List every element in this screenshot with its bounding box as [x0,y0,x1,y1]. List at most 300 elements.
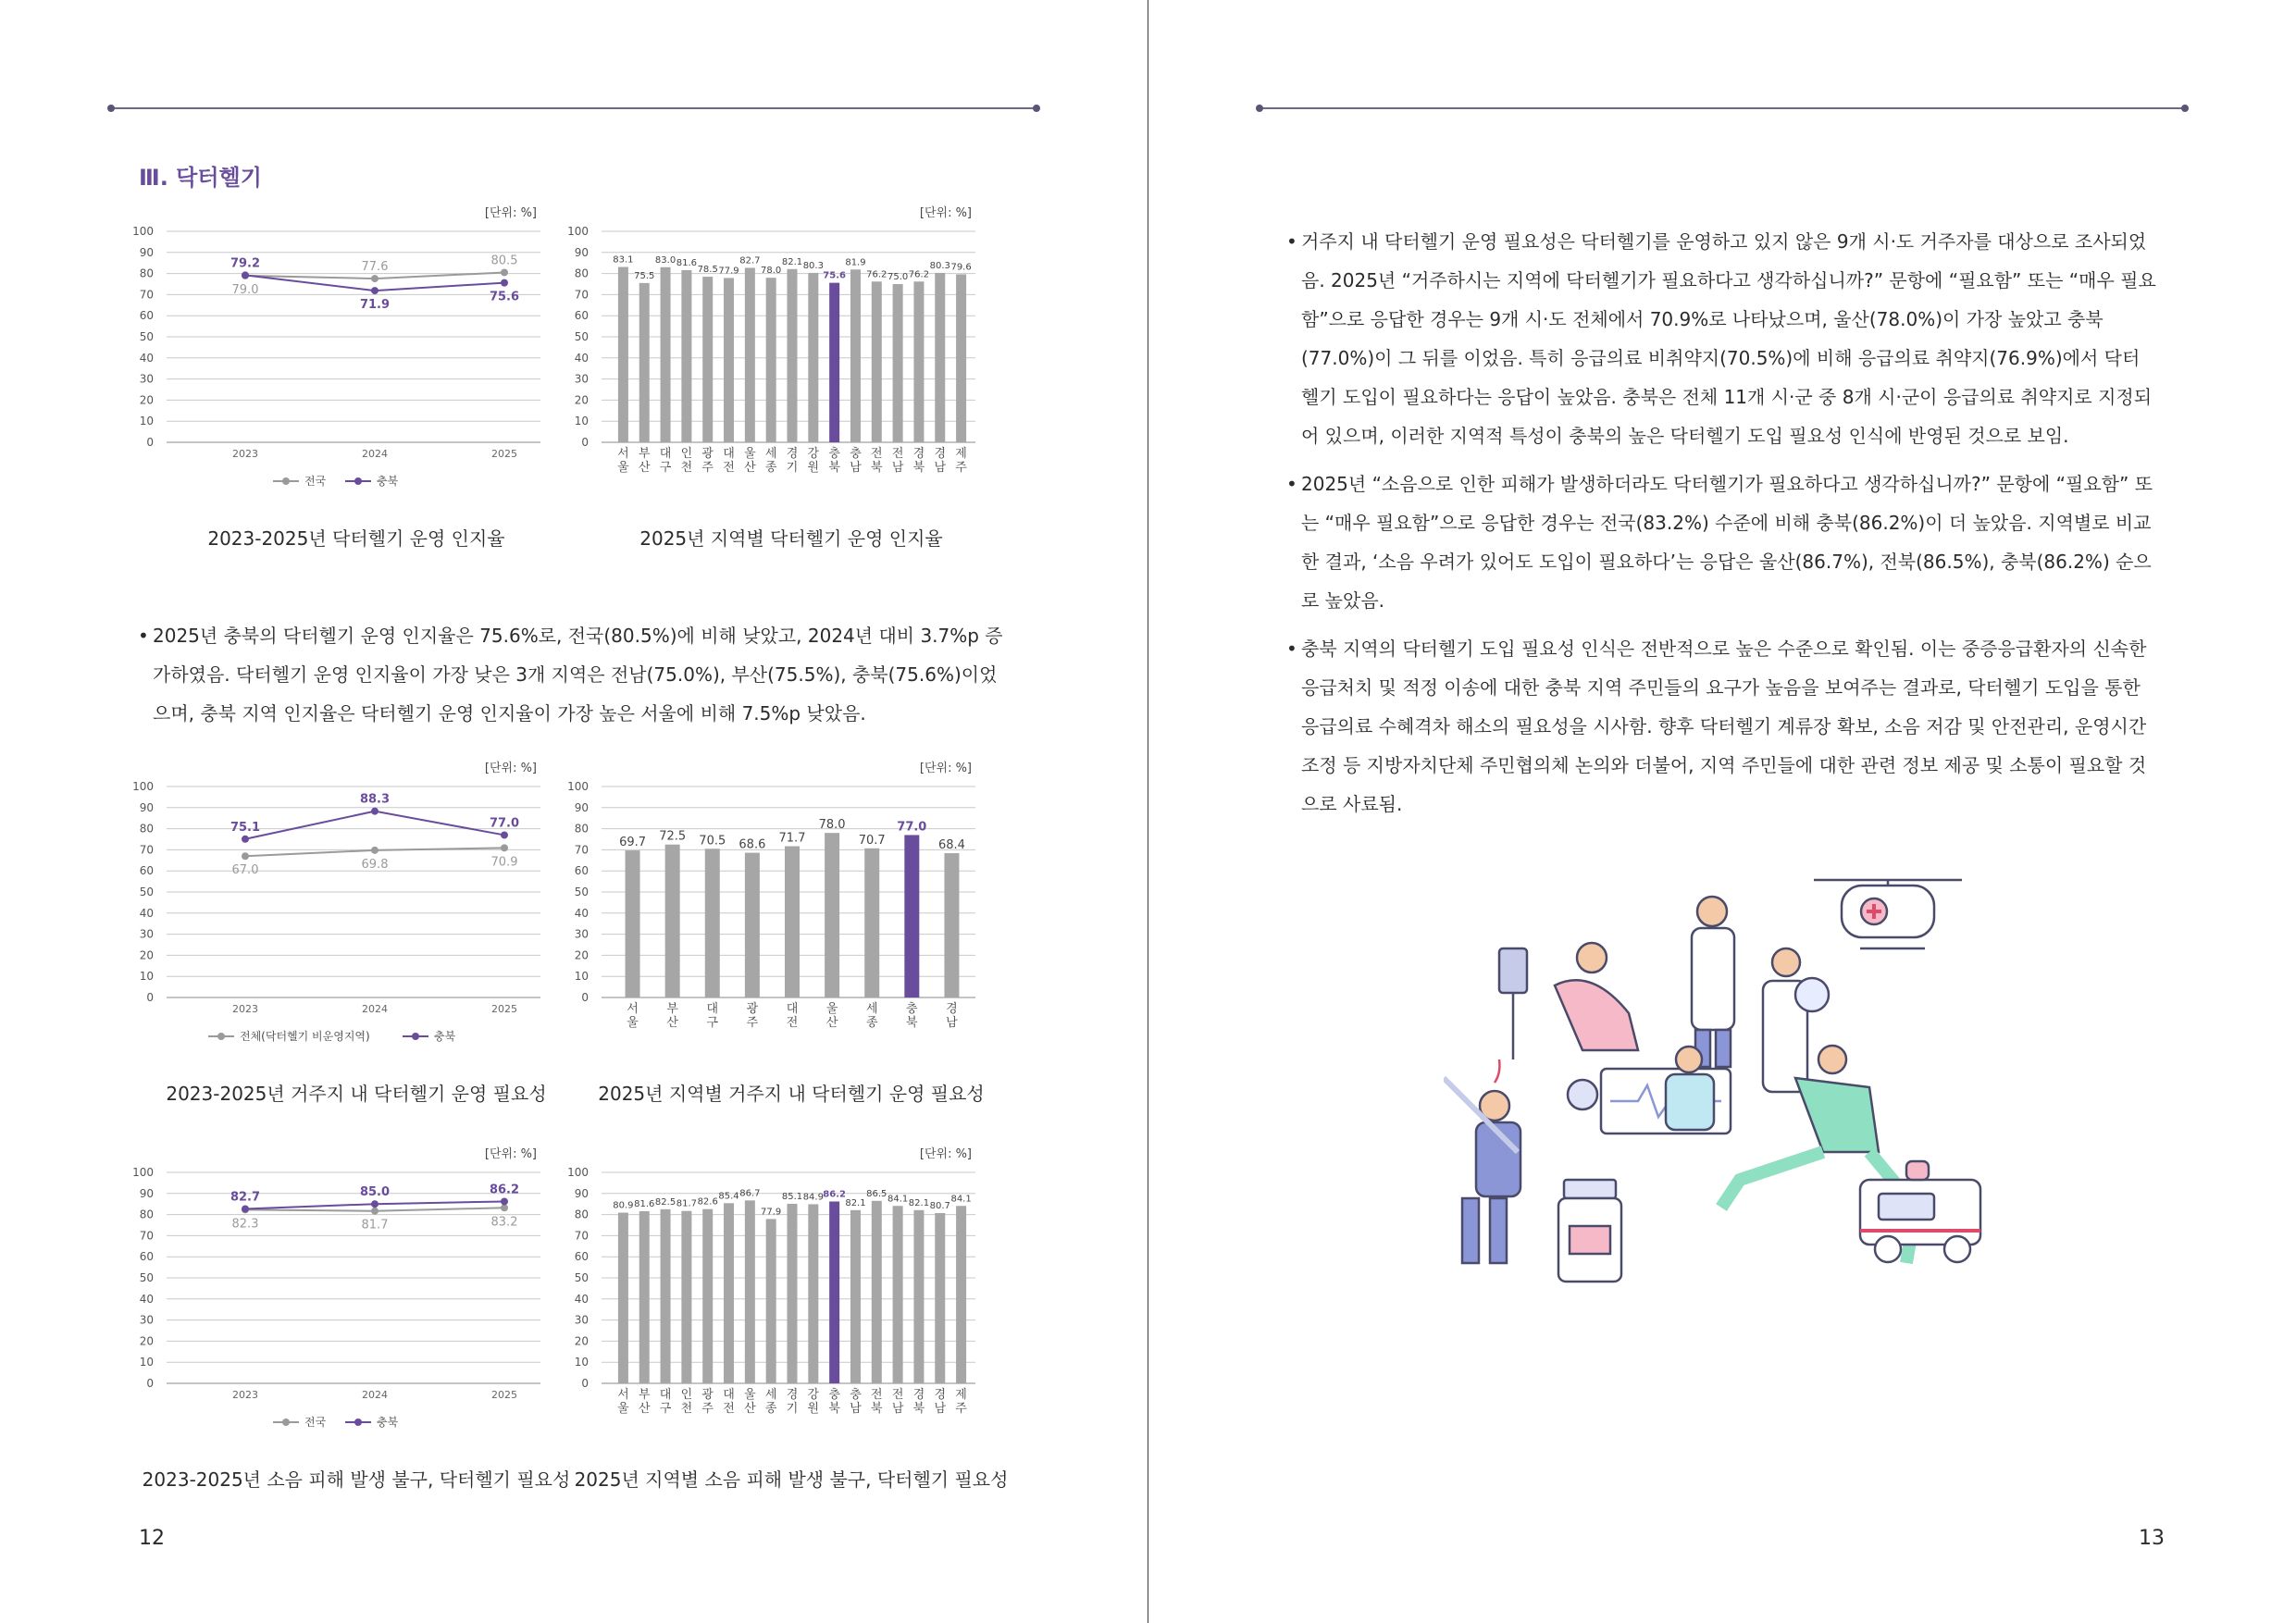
bar [681,270,691,442]
y-tick-label: 60 [139,1250,154,1264]
y-tick-label: 20 [574,948,589,962]
caption-noise-trend: 2023-2025년 소음 피해 발생 불구, 닥터헬기 필요성 [142,1468,571,1491]
category-label: 인 [680,447,693,461]
category-label: 기 [786,461,799,475]
category-label: 세 [764,447,777,461]
bar [681,1211,691,1383]
category-label: 남 [891,461,904,475]
category-label: 구 [706,1016,719,1030]
x-tick-label: 2023 [232,1003,258,1015]
category-label: 강 [807,1388,820,1402]
bar [872,281,882,442]
chart-noise-trend [130,1145,546,1459]
line-chart-svg [130,204,546,518]
unit-label: [단위: %] [484,206,537,220]
x-tick-label: 2025 [491,1003,517,1015]
bullet: • [1286,230,1297,253]
category-label: 남 [934,461,947,475]
y-tick-label: 70 [574,288,589,302]
bar [864,849,879,997]
data-label: 82.5 [654,1196,676,1208]
unit-label: [단위: %] [484,762,537,775]
nurse-figure [1555,943,1638,1050]
bar [626,850,640,997]
category-label: 종 [764,1402,777,1416]
data-label: 68.6 [738,837,766,852]
data-label: 81.7 [676,1198,698,1209]
bar [935,1213,945,1383]
data-point [371,1200,379,1208]
category-label: 구 [659,461,672,475]
y-tick-label: 60 [574,1250,589,1264]
data-point [501,1197,508,1205]
x-tick-label: 2023 [232,1389,258,1401]
category-label: 경 [912,447,925,461]
y-tick-label: 80 [574,822,589,836]
y-tick-label: 30 [139,927,154,941]
bar [935,273,945,442]
data-label: 80.3 [929,260,950,271]
y-tick-label: 50 [574,330,589,343]
category-label: 남 [934,1402,947,1416]
summary-paragraph [138,616,1013,733]
data-label: 77.6 [361,260,389,275]
chart-need-trend [130,759,546,1073]
category-label: 울 [744,1388,756,1402]
y-tick-label: 80 [574,1208,589,1221]
category-label: 전 [871,447,883,461]
bar [944,853,959,997]
y-tick-label: 60 [139,309,154,323]
y-tick-label: 60 [574,309,589,323]
category-label: 전 [723,1402,735,1416]
category-label: 대 [706,1002,719,1016]
data-label: 71.9 [359,298,391,313]
data-label: 76.2 [908,269,930,280]
data-label: 82.7 [739,255,761,266]
y-tick-label: 20 [139,393,154,407]
syringe-figure [1444,1078,1520,1263]
bar [904,835,919,997]
data-point [501,844,508,851]
top-rule [1260,107,2185,109]
data-label: 69.7 [619,836,647,850]
category-label: 북 [912,461,925,475]
unit-label: [단위: %] [484,1147,537,1161]
legend-marker [282,1419,290,1426]
bar [745,853,760,997]
paragraph-2-text: 2025년 “소음으로 인한 피해가 발생하더라도 닥터헬기가 필요하다고 생각하십니까?” 문항에 “필요함” 또는 “매우 필요함”으로 응답한 경우는 전국(83.2%) 수준에 비해 충북(86.2%)이 더 높았음. 지역별로 비교한 결과, ‘소음 우려가 있어도 도입이 필요하다’는 응답은 울산(86.7%), 전북(86.5%), 충북(86.2%) 순으로 높았음. [1301,473,2153,612]
y-tick-label: 80 [139,822,154,836]
category-label: 세 [764,1388,777,1402]
category-label: 종 [865,1016,878,1030]
bar [850,269,861,442]
y-tick-label: 60 [574,864,589,878]
category-label: 충 [828,1388,840,1402]
bullet: • [138,625,149,647]
data-label: 77.0 [897,820,927,835]
y-tick-label: 0 [146,1377,154,1390]
category-label: 원 [807,1402,820,1416]
y-tick-label: 30 [139,372,154,386]
y-tick-label: 100 [567,780,589,793]
data-label: 80.3 [802,260,824,271]
category-label: 제 [955,1388,967,1402]
bar [702,1209,713,1383]
category-label: 기 [786,1402,799,1416]
y-tick-label: 50 [574,886,589,898]
y-tick-label: 10 [139,415,154,428]
category-label: 전 [891,447,904,461]
data-label: 81.9 [845,257,866,268]
x-tick-label: 2024 [362,1003,388,1015]
category-label: 종 [764,461,777,475]
chart-need-by-region [565,759,981,1073]
category-label: 북 [828,1402,840,1416]
category-label: 산 [744,1402,756,1416]
category-label: 인 [680,1388,693,1402]
bar [618,267,628,442]
category-label: 전 [786,1016,799,1030]
y-tick-label: 0 [581,991,589,1004]
scientist-figure [1763,948,1829,1092]
top-rule [111,107,1036,109]
data-point [242,271,249,279]
category-label: 광 [701,447,714,461]
caption-awareness-by-region: 2025년 지역별 닥터헬기 운영 인지율 [639,527,943,550]
data-point [242,836,249,843]
category-label: 경 [786,1388,799,1402]
y-tick-label: 100 [132,1166,154,1179]
category-label: 강 [807,447,820,461]
bar [808,1204,818,1383]
data-label: 86.7 [739,1188,761,1199]
y-tick-label: 20 [574,393,589,407]
category-label: 경 [786,447,799,461]
bar [872,1201,882,1383]
caption-need-by-region: 2025년 지역별 거주지 내 닥터헬기 운영 필요성 [598,1083,985,1105]
y-tick-label: 50 [139,330,154,343]
category-label: 북 [828,461,840,475]
data-label: 78.0 [818,818,846,833]
category-label: 서 [617,1388,629,1402]
category-label: 산 [638,1402,651,1416]
category-label: 충 [850,1388,862,1402]
data-point [371,275,379,282]
data-label: 85.4 [718,1191,739,1202]
data-label: 70.5 [699,834,726,849]
data-label: 83.0 [654,254,676,266]
series-line [245,812,504,839]
data-point [242,852,249,860]
data-label: 86.2 [489,1183,520,1197]
bar [829,283,839,442]
legend-label: 전체(닥터헬기 비운영지역) [240,1030,370,1043]
y-tick-label: 10 [139,970,154,984]
category-label: 산 [666,1016,678,1030]
category-label: 부 [666,1002,678,1016]
paragraph-1-text: 거주지 내 닥터헬기 운영 필요성은 닥터헬기를 운영하고 있지 않은 9개 시·도 거주자를 대상으로 조사되었음. 2025년 “거주하시는 지역에 닥터헬기가 필요하다고 생각하십니까?” 문항에 “필요함” 또는 “매우 필요함”으로 응답한 경우는 9개 시·도 전체에서 70.9%로 나타났으며, 울산(78.0%)이 가장 높았고 충북(77.0%)이 그 뒤를 이었음. 특히 응급의료 비취약지(70.5%)에 비해 응급의료 취약지(76.9%)에서 닥터헬기 도입이 필요하다는 응답이 높았음. 충북은 전체 11개 시·군 중 8개 시·군이 응급의료 취약지로 지정되어 있으며, 이러한 지역적 특성이 충북의 높은 닥터헬기 도입 필요성 인식에 반영된 것으로 보임. [1301,230,2156,447]
data-label: 77.9 [718,266,739,277]
data-label: 86.5 [866,1188,887,1199]
category-label: 전 [891,1388,904,1402]
category-label: 부 [638,1388,651,1402]
y-tick-label: 90 [574,800,589,814]
y-tick-label: 50 [139,1271,154,1284]
helicopter-icon [1814,880,1962,948]
y-tick-label: 10 [139,1356,154,1369]
y-tick-label: 100 [132,225,154,238]
bullet: • [1286,638,1297,660]
data-label: 83.2 [490,1215,518,1230]
y-tick-label: 20 [139,1334,154,1348]
category-label: 광 [746,1002,759,1016]
bar [893,284,903,442]
category-label: 북 [906,1016,918,1030]
y-tick-label: 10 [574,415,589,428]
data-label: 82.6 [697,1196,718,1208]
data-label: 82.1 [781,256,803,267]
data-label: 82.3 [231,1217,259,1232]
bar [956,275,966,442]
bar [661,267,671,442]
bar-chart-svg [565,1145,981,1459]
data-point [501,268,508,276]
caption-noise-by-region: 2025년 지역별 소음 피해 발생 불구, 닥터헬기 필요성 [574,1468,1009,1491]
data-label: 78.5 [697,265,718,276]
category-label: 북 [912,1402,925,1416]
category-label: 주 [955,461,967,475]
category-label: 충 [906,1002,918,1016]
data-label: 80.9 [613,1200,634,1211]
y-tick-label: 90 [139,245,154,259]
line-chart-svg [130,1145,546,1459]
bar [808,273,818,442]
y-tick-label: 40 [139,1292,154,1306]
x-tick-label: 2025 [491,448,517,460]
y-tick-label: 10 [574,1356,589,1369]
bar [766,278,776,442]
data-label: 80.7 [929,1201,950,1212]
category-label: 천 [680,461,693,475]
legend-label: 충북 [434,1030,456,1043]
data-point [242,1205,249,1212]
paragraph-3 [1286,629,2157,824]
y-tick-label: 80 [139,266,154,280]
category-label: 경 [946,1002,958,1016]
legend-label: 충북 [377,475,399,488]
bar [745,1200,755,1383]
bar [893,1206,903,1383]
category-label: 대 [786,1002,799,1016]
y-tick-label: 40 [574,351,589,365]
chart-noise-by-region [565,1145,981,1459]
data-label: 84.1 [950,1194,972,1205]
unit-label: [단위: %] [919,206,972,220]
legend-marker [282,477,290,485]
y-tick-label: 0 [581,436,589,449]
data-label: 67.0 [231,863,259,878]
bar [766,1219,776,1383]
category-label: 서 [627,1002,639,1016]
y-tick-label: 30 [574,927,589,941]
category-label: 북 [871,1402,883,1416]
bar [825,833,839,997]
right-page [1148,0,2296,1623]
legend-marker [217,1033,225,1040]
category-label: 경 [912,1388,925,1402]
data-label: 75.6 [823,270,846,281]
data-label: 75.6 [489,290,520,304]
y-tick-label: 10 [574,970,589,984]
category-label: 울 [825,1002,838,1016]
summary-text: 2025년 충북의 닥터헬기 운영 인지율은 75.6%로, 전국(80.5%)에 비해 낮았고, 2024년 대비 3.7%p 증가하였음. 닥터헬기 운영 인지율이 가장 낮은 3개 지역은 전남(75.0%), 부산(75.5%), 충북(75.6%)이었으며, 충북 지역 인지율은 닥터헬기 운영 인지율이 가장 높은 서울에 비해 7.5%p 낮았음. [153,625,1003,725]
y-tick-label: 30 [574,1313,589,1327]
legend-label: 충북 [377,1416,399,1429]
data-label: 78.0 [761,266,782,277]
category-label: 전 [723,461,735,475]
data-label: 76.2 [866,269,887,280]
data-label: 81.6 [634,1198,655,1209]
unit-label: [단위: %] [919,762,972,775]
y-tick-label: 60 [139,864,154,878]
data-label: 77.9 [761,1207,782,1218]
y-tick-label: 20 [574,1334,589,1348]
y-tick-label: 70 [574,1229,589,1243]
paragraph-2 [1286,465,2157,620]
category-label: 주 [701,1402,714,1416]
category-label: 충 [828,447,840,461]
data-point [501,279,508,287]
legend-label: 전국 [304,1416,327,1429]
bar [665,845,680,997]
y-tick-label: 70 [139,288,154,302]
category-label: 울 [744,447,756,461]
y-tick-label: 70 [139,1229,154,1243]
category-label: 대 [659,447,672,461]
legend-marker [354,477,362,485]
category-label: 대 [723,1388,735,1402]
category-label: 구 [659,1402,672,1416]
y-tick-label: 40 [574,1292,589,1306]
category-label: 대 [723,447,735,461]
bar [724,1203,734,1383]
line-chart-svg [130,759,546,1073]
bullet: • [1286,473,1297,495]
data-point [371,808,379,815]
legend-marker [412,1033,419,1040]
y-tick-label: 90 [574,245,589,259]
bar [913,1210,924,1383]
y-tick-label: 40 [139,906,154,920]
x-tick-label: 2024 [362,1389,388,1401]
page-number-left: 12 [139,1527,165,1550]
category-label: 제 [955,447,967,461]
y-tick-label: 30 [139,1313,154,1327]
data-label: 75.5 [634,270,655,281]
bar [788,1204,798,1383]
legend-marker [354,1419,362,1426]
unit-label: [단위: %] [919,1147,972,1161]
data-label: 79.6 [950,262,972,273]
bar [850,1210,861,1383]
data-label: 75.1 [230,820,261,835]
medicine-bottle-icon [1558,1180,1621,1282]
category-label: 산 [744,461,756,475]
category-label: 북 [871,461,883,475]
category-label: 울 [627,1016,639,1030]
data-label: 69.8 [361,857,389,872]
caption-awareness-trend: 2023-2025년 닥터헬기 운영 인지율 [207,527,505,550]
bar [745,267,755,442]
medical-team-illustration [1444,874,2008,1300]
y-tick-label: 90 [139,1186,154,1200]
y-tick-label: 0 [581,1377,589,1390]
bar [785,847,800,997]
y-tick-label: 80 [139,1208,154,1221]
y-tick-label: 30 [574,372,589,386]
y-tick-label: 100 [567,1166,589,1179]
bar [829,1201,839,1383]
data-label: 83.1 [613,254,634,266]
y-tick-label: 40 [574,906,589,920]
category-label: 주 [955,1402,967,1416]
bar [702,277,713,442]
data-label: 77.0 [489,816,520,831]
data-label: 86.2 [823,1189,846,1200]
x-tick-label: 2025 [491,1389,517,1401]
y-tick-label: 20 [139,948,154,962]
bar-chart-svg [565,759,981,1073]
data-point [371,1208,379,1215]
data-label: 75.0 [887,272,909,282]
category-label: 남 [891,1402,904,1416]
category-label: 대 [659,1388,672,1402]
y-tick-label: 50 [574,1271,589,1284]
section-title: Ⅲ. 닥터헬기 [139,165,262,191]
y-tick-label: 90 [139,800,154,814]
data-point [371,287,379,294]
y-tick-label: 100 [567,225,589,238]
y-tick-label: 100 [132,780,154,793]
data-label: 81.7 [361,1218,389,1233]
x-tick-label: 2024 [362,448,388,460]
page-number-right: 13 [2139,1527,2165,1550]
paragraph-1 [1286,222,2157,455]
chart-awareness-trend [130,204,546,518]
bar [661,1209,671,1383]
data-label: 72.5 [659,829,687,844]
iv-stand-icon [1495,948,1527,1083]
category-label: 남 [850,1402,862,1416]
bar [639,283,650,442]
paragraph-3-text: 충북 지역의 닥터헬기 도입 필요성 인식은 전반적으로 높은 수준으로 확인됨. 이는 중증응급환자의 신속한 응급처치 및 적정 이송에 대한 충북 지역 주민들의 요구가 높음을 보여주는 결과로, 닥터헬기 도입을 통한 응급의료 수혜격차 해소의 필요성을 시사함. 향후 닥터헬기 계류장 확보, 소음 저감 및 안전관리, 운영시간 조정 등 지방자치단체 주민협의체 논의와 더불어, 지역 주민들에 대한 관련 정보 제공 및 소통이 필요할 것으로 사료됨. [1301,638,2147,815]
y-tick-label: 80 [574,266,589,280]
bar-chart-svg [565,204,981,518]
bar [639,1211,650,1383]
y-tick-label: 70 [139,843,154,857]
data-label: 85.1 [781,1191,803,1202]
data-label: 82.1 [845,1197,866,1208]
category-label: 주 [746,1016,759,1030]
data-label: 88.3 [359,792,391,807]
data-point [371,847,379,854]
data-point [501,1204,508,1211]
category-label: 천 [680,1402,693,1416]
doctor-figure [1692,897,1734,1067]
category-label: 충 [850,447,862,461]
data-label: 71.7 [778,831,806,846]
